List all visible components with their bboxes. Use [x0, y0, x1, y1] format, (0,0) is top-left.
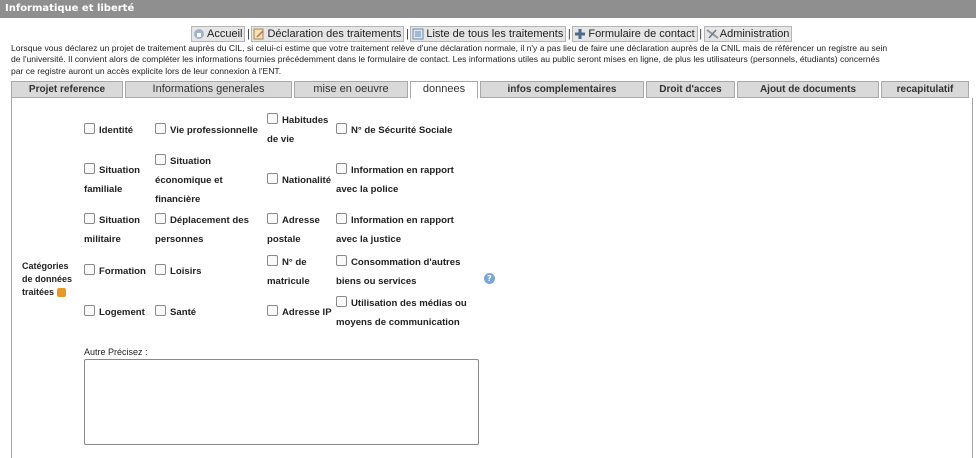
- checkbox-box[interactable]: [155, 213, 166, 224]
- checkbox-label: N° de matricule: [267, 257, 310, 287]
- checkbox-adresse-ip[interactable]: [267, 303, 335, 322]
- checkbox-box[interactable]: [155, 123, 166, 134]
- lock-icon: [57, 288, 66, 297]
- checkbox-label: Loisirs: [170, 266, 202, 277]
- checkbox-medias[interactable]: [336, 294, 476, 332]
- checkbox-logement[interactable]: [84, 303, 154, 322]
- edit-document-icon: [253, 28, 265, 40]
- checkbox-label: Adresse IP: [282, 307, 332, 318]
- checkbox-box[interactable]: [84, 305, 95, 316]
- checkbox-box[interactable]: [336, 255, 347, 266]
- checkbox-label: Nationalité: [282, 175, 332, 186]
- checkbox-label: N° de Sécurité Sociale: [351, 125, 453, 136]
- nav-contact-label: Formulaire de contact: [588, 28, 695, 40]
- checkbox-label: Situation familiale: [84, 165, 141, 195]
- tab-mise-en-oeuvre[interactable]: mise en oeuvre: [294, 81, 408, 98]
- tab-droit-acces[interactable]: Droit d'acces: [646, 81, 735, 98]
- checkbox-box[interactable]: [336, 296, 347, 307]
- checkbox-box[interactable]: [267, 113, 278, 124]
- nav-declaration[interactable]: [251, 26, 404, 42]
- nav-accueil-label: Accueil: [207, 28, 243, 40]
- checkbox-formation[interactable]: [84, 262, 154, 281]
- checkbox-label: Déplacement des personnes: [155, 215, 249, 245]
- checkbox-box[interactable]: [267, 173, 278, 184]
- checkbox-label: Habitudes de vie: [267, 115, 329, 145]
- nav-administration[interactable]: [704, 26, 793, 42]
- checkbox-sante[interactable]: [155, 303, 267, 322]
- tools-icon: [706, 28, 718, 40]
- intro-line: de l'université. Il convient alors de compléter les informations fournies précédemment dans le formulaire de contact. Les informations utiles au public seront mises en ligne, de plus les utilisateurs (personnels, étudiants) concernés: [11, 54, 880, 65]
- nav-contact[interactable]: [572, 26, 697, 42]
- intro-text: [11, 43, 973, 77]
- tab-infos-complementaires[interactable]: infos complementaires: [480, 81, 644, 98]
- form-tabs: [11, 81, 973, 99]
- checkbox-vie-professionnelle[interactable]: [155, 121, 267, 140]
- checkbox-label: Vie professionnelle: [170, 125, 258, 136]
- checkbox-nationalite[interactable]: [267, 171, 335, 190]
- app-title-bar: [0, 0, 976, 18]
- checkbox-box[interactable]: [267, 213, 278, 224]
- checkbox-label: Information en rapport avec la police: [336, 165, 454, 195]
- checkbox-situation-familiale[interactable]: [84, 161, 154, 199]
- checkbox-info-justice[interactable]: [336, 211, 476, 249]
- tab-recapitulatif[interactable]: recapitulatif: [881, 81, 969, 98]
- checkbox-label: Consommation d'autres biens ou services: [336, 257, 461, 287]
- categories-label: [22, 260, 78, 299]
- nav-accueil[interactable]: [191, 26, 245, 42]
- checkbox-label: Utilisation des médias ou moyens de communication: [336, 298, 467, 328]
- checkbox-situation-economique[interactable]: [155, 152, 267, 209]
- checkbox-loisirs[interactable]: [155, 262, 267, 281]
- checkbox-label: Situation militaire: [84, 215, 141, 245]
- checkbox-label: Formation: [99, 266, 146, 277]
- nav-administration-label: Administration: [719, 28, 790, 40]
- tab-informations-generales[interactable]: Informations generales: [125, 81, 292, 98]
- checkbox-deplacement-personnes[interactable]: [155, 211, 267, 249]
- plus-icon: [574, 28, 586, 40]
- checkbox-consommation[interactable]: [336, 253, 476, 291]
- checkbox-label: Situation économique et financière: [155, 156, 223, 205]
- tab-ajout-documents[interactable]: Ajout de documents: [737, 81, 879, 98]
- checkbox-label: Identité: [99, 125, 134, 136]
- checkbox-box[interactable]: [84, 163, 95, 174]
- nav-separator: |: [699, 28, 703, 40]
- checkbox-label: Logement: [99, 307, 145, 318]
- checkbox-label: Adresse postale: [267, 215, 320, 245]
- nav-liste-label: Liste de tous les traitements: [426, 28, 564, 40]
- help-icon[interactable]: ?: [484, 273, 495, 284]
- app-title: Informatique et liberté: [5, 3, 135, 14]
- checkbox-situation-militaire[interactable]: [84, 211, 154, 249]
- checkbox-label: Information en rapport avec la justice: [336, 215, 454, 245]
- checkbox-box[interactable]: [155, 264, 166, 275]
- checkbox-box[interactable]: [336, 213, 347, 224]
- list-icon: [412, 28, 424, 40]
- checkbox-adresse-postale[interactable]: [267, 211, 335, 249]
- nav-separator: |: [247, 28, 250, 40]
- nav-separator: |: [567, 28, 571, 40]
- checkbox-info-police[interactable]: [336, 161, 476, 199]
- checkbox-box[interactable]: [84, 264, 95, 275]
- checkbox-box[interactable]: [267, 305, 278, 316]
- tab-donnees[interactable]: donnees: [410, 81, 478, 99]
- checkbox-habitudes-de-vie[interactable]: [267, 111, 335, 149]
- categories-label-text: Catégories de données traitées: [22, 261, 73, 297]
- checkbox-identite[interactable]: [84, 121, 154, 140]
- autre-textarea[interactable]: [84, 359, 479, 445]
- checkbox-securite-sociale[interactable]: [336, 121, 476, 140]
- checkbox-box[interactable]: [267, 255, 278, 266]
- home-icon: [193, 28, 205, 40]
- top-navigation: [191, 25, 792, 43]
- checkbox-matricule[interactable]: [267, 253, 335, 291]
- nav-declaration-label: Déclaration des traitements: [267, 28, 402, 40]
- intro-line: par ce registre auront un accès explicite lors de leur connexion à l'ENT.: [11, 65, 282, 76]
- checkbox-box[interactable]: [155, 305, 166, 316]
- checkbox-box[interactable]: [84, 123, 95, 134]
- autre-label: Autre Précisez :: [84, 347, 148, 357]
- checkbox-box[interactable]: [155, 154, 166, 165]
- intro-line: Lorsque vous déclarez un projet de traitement auprès du CIL, si celui-ci estime que votre traitement relève d'une déclaration normale, il n'y a pas lieu de faire une déclaration auprès de la CNIL mais de référencer un registre au sein: [11, 43, 888, 53]
- checkbox-box[interactable]: [84, 213, 95, 224]
- nav-liste[interactable]: [410, 26, 566, 42]
- tab-projet-reference[interactable]: Projet reference: [11, 81, 123, 98]
- checkbox-box[interactable]: [336, 163, 347, 174]
- checkbox-label: Santé: [170, 307, 197, 318]
- checkbox-box[interactable]: [336, 123, 347, 134]
- nav-separator: |: [405, 28, 409, 40]
